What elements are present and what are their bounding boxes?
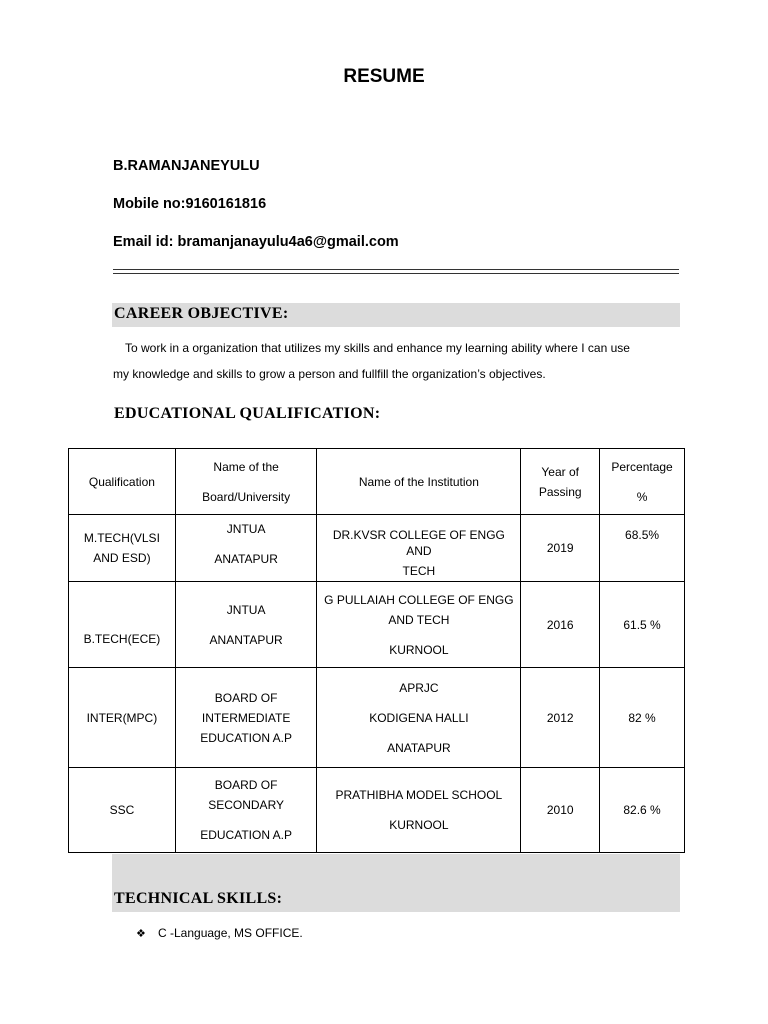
cell-qualification	[69, 515, 176, 582]
cell-board	[175, 582, 317, 668]
cell-percentage	[600, 582, 685, 668]
header-divider-bottom	[113, 273, 679, 274]
career-objective-text	[113, 335, 683, 387]
cell-year	[521, 515, 600, 582]
cell-institution	[317, 515, 521, 582]
cell-board	[175, 768, 317, 853]
career-line-1-text: To work in a organization that utilizes my skills and enhance my learning ability where I can use	[125, 341, 630, 355]
cell-year	[521, 582, 600, 668]
cell-institution	[317, 768, 521, 853]
cell-text: M.TECH(VLSI	[83, 531, 160, 545]
cell-text: DR.KVSR COLLEGE OF ENGG AND	[332, 528, 505, 558]
cell-percentage	[600, 768, 685, 853]
cell-institution	[317, 668, 521, 768]
spacer	[604, 475, 680, 489]
cell-text: 82 %	[628, 710, 656, 725]
spacer	[321, 696, 516, 710]
candidate-name: B.RAMANJANEYULU	[113, 158, 260, 174]
cell-text: 2019	[546, 541, 574, 555]
cell-text: AND ESD)	[93, 551, 151, 565]
spacer	[180, 475, 313, 489]
cell-qualification	[69, 768, 176, 853]
table-row	[69, 582, 685, 668]
cell-year	[521, 768, 600, 853]
cell-percentage	[600, 668, 685, 768]
cell-text: ANATAPUR	[387, 740, 451, 755]
diamond-bullet-icon: ❖	[136, 928, 146, 940]
email-id: Email id: bramanjanayulu4a6@gmail.com	[113, 234, 399, 250]
career-objective-line-2: my knowledge and skills to grow a person and fullfill the organization’s objectives.	[113, 367, 546, 381]
table-row	[69, 668, 685, 768]
cell-board	[175, 668, 317, 768]
skill-text: C -Language, MS OFFICE.	[158, 926, 303, 940]
header-year	[521, 449, 600, 515]
table-row	[69, 515, 685, 582]
table-row	[69, 768, 685, 853]
header-qualification-text: Qualification	[88, 474, 155, 489]
list-item	[136, 926, 303, 940]
header-board-line-1: Name of the	[213, 459, 279, 474]
cell-text: KODIGENA HALLI	[369, 710, 469, 725]
cell-text: APRJC	[399, 680, 439, 695]
cell-text: ANANTAPUR	[209, 632, 283, 647]
cell-text: PRATHIBHA MODEL SCHOOL	[335, 788, 503, 802]
header-percentage	[600, 449, 685, 515]
spacer	[180, 618, 313, 632]
header-percentage-line-2: %	[636, 489, 648, 504]
cell-text: 2010	[546, 803, 574, 817]
cell-year	[521, 668, 600, 768]
cell-text: SECONDARY	[208, 798, 285, 812]
career-objective-line-1	[113, 335, 683, 361]
header-qualification	[69, 449, 176, 515]
cell-text: JNTUA	[226, 602, 266, 617]
cell-text: BOARD OF	[214, 778, 278, 792]
cell-text: ANATAPUR	[214, 552, 278, 566]
header-institution	[317, 449, 521, 515]
spacer	[321, 726, 516, 740]
cell-text: 61.5 %	[623, 617, 661, 632]
education-heading: EDUCATIONAL QUALIFICATION:	[114, 405, 381, 422]
cell-text: INTERMEDIATE	[201, 710, 291, 725]
header-board	[175, 449, 317, 515]
cell-text: 82.6 %	[623, 803, 661, 817]
cell-percentage	[600, 515, 685, 582]
header-board-line-2: Board/University	[202, 489, 291, 504]
mobile-number: Mobile no:9160161816	[113, 196, 267, 212]
cell-text: 68.5%	[625, 528, 660, 542]
cell-text: B.TECH(ECE)	[83, 631, 161, 646]
header-year-line-1: Year of	[541, 464, 579, 479]
header-divider-top	[113, 269, 679, 270]
header-percentage-line-1: Percentage	[611, 459, 673, 474]
page-title: RESUME	[343, 66, 425, 87]
spacer	[180, 813, 313, 827]
header-year-line-2: Passing	[538, 484, 582, 499]
header-institution-text: Name of the Institution	[358, 474, 479, 489]
cell-text: EDUCATION A.P	[200, 828, 293, 842]
cell-institution	[317, 582, 521, 668]
technical-skills-heading: TECHNICAL SKILLS:	[114, 890, 283, 907]
cell-qualification	[69, 582, 176, 668]
cell-text: AND TECH	[388, 612, 450, 627]
cell-text: 2012	[546, 710, 574, 725]
cell-text: SSC	[109, 803, 135, 817]
spacer	[321, 803, 516, 817]
cell-text: TECH	[402, 564, 436, 578]
cell-text: BOARD OF	[214, 690, 278, 705]
education-table	[68, 448, 685, 853]
cell-text: JNTUA	[226, 522, 266, 536]
spacer	[321, 628, 516, 642]
cell-text: INTER(MPC)	[86, 710, 158, 725]
cell-text: EDUCATION A.P	[200, 730, 293, 745]
cell-board	[175, 515, 317, 582]
table-header-row	[69, 449, 685, 515]
spacer	[180, 537, 313, 551]
career-objective-heading: CAREER OBJECTIVE:	[114, 305, 289, 322]
cell-qualification	[69, 668, 176, 768]
cell-text: G PULLAIAH COLLEGE OF ENGG	[324, 592, 514, 607]
cell-text: KURNOOL	[389, 642, 449, 657]
cell-text: 2016	[546, 617, 574, 632]
cell-text: KURNOOL	[389, 818, 449, 832]
